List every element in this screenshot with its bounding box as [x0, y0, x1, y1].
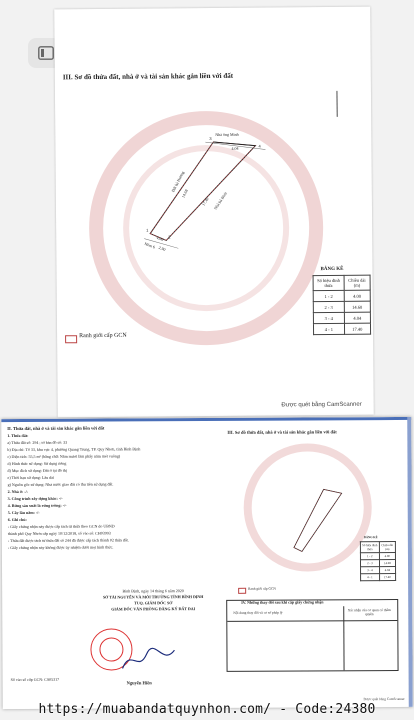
- page-edge: [1, 417, 411, 422]
- table-cell: 4.00: [344, 290, 370, 301]
- table-row: [313, 290, 370, 301]
- page-edge: [407, 417, 413, 707]
- table-cell: 1 - 2: [313, 290, 344, 301]
- changes-col1: Nội dung thay đổi và cơ sở pháp lý: [233, 610, 283, 615]
- table-cell: 3 - 4: [313, 312, 344, 323]
- table-row: [313, 323, 370, 334]
- changes-table: [226, 599, 398, 672]
- section-line: 4. Rừng sản xuất là rừng trồng: -/-: [7, 502, 67, 509]
- note-line: thành phố Quy Nhơn cấp ngày 10/12/2018, số vào sổ: CH03993: [7, 530, 111, 537]
- table-cell: 14.68: [379, 560, 395, 567]
- table-cell: 3 - 4: [361, 567, 380, 574]
- changes-title: IV. Những thay đổi sau khi cấp giấy chứng nhận: [241, 599, 324, 605]
- table-cell: 2 - 3: [313, 301, 344, 312]
- section-line: 2. Nhà ở: -/-: [7, 488, 29, 495]
- info-line: b) Địa chỉ: Tổ 33, khu vực 4, phường Quang Trung, TP. Quy Nhơn, tỉnh Bình Định: [7, 446, 141, 453]
- vertex-4-label: 4: [258, 143, 261, 149]
- table-row: [313, 312, 370, 323]
- info-line: c) Diện tích: 55,5 m² (bằng chữ: Năm mươi lăm phẩy năm mét vuông): [7, 453, 121, 460]
- table-header: Chiều dài (m): [379, 542, 395, 553]
- sign-date: Bình Định, ngày 14 tháng 6 năm 2020: [122, 588, 184, 594]
- sign-org: SỞ TÀI NGUYÊN VÀ MÔI TRƯỜNG TỈNH BÌNH ĐỊNH: [102, 594, 204, 600]
- doc1-legend: Ranh giới cấp GCN: [79, 332, 127, 340]
- doc2-legend: Ranh giới cấp GCN: [248, 586, 276, 591]
- doc2-vertex-table: [360, 535, 396, 581]
- doc1-scanner-note: Được quét bằng CamScanner: [281, 401, 362, 409]
- table-cell: 4 - 1: [313, 323, 344, 334]
- table-row: [313, 301, 370, 312]
- source-watermark: https://muabandatquynhon.com/ - Code:24380: [38, 702, 376, 717]
- table-header: Số hiệu đỉnh thửa: [362, 543, 378, 552]
- vertex-2-label: 2: [168, 234, 171, 240]
- neighbor-left-label: Đất bà Hương: [170, 170, 186, 193]
- road-label: Hẻm 6: [143, 240, 156, 250]
- section-line: 5. Cây lâu năm: -/-: [7, 509, 40, 516]
- vertex-1-label: 1: [146, 227, 149, 233]
- doc2-land-info: [7, 424, 218, 551]
- table-cell: 4.04: [379, 567, 395, 574]
- length-bottom-label: 4.00: [155, 234, 165, 243]
- section-line: 3. Công trình xây dựng khác: -/-: [7, 495, 63, 502]
- length-left-label: 14.68: [180, 188, 189, 199]
- doc2-right-title: III. Sơ đồ thửa đất, nhà ở và tài sản khác gắn liền với đất: [227, 429, 337, 435]
- note-line: - Thửa đất được tách từ thửa đất số 244 đã được cấp tách thành 02 thửa đất.: [7, 537, 129, 544]
- legend-swatch: [238, 588, 246, 594]
- table-cell: 17.40: [379, 574, 395, 581]
- info-line: a) Thửa đất số: 294 ; tờ bản đồ số: 33: [7, 439, 68, 446]
- table-cell: 4 - 1: [361, 574, 380, 581]
- table-row: [361, 574, 396, 581]
- legend-swatch: [65, 335, 77, 343]
- sign-org: TUQ. GIÁM ĐỐC SỞ: [134, 600, 173, 606]
- signer-name: Nguyễn Hiền: [126, 680, 152, 686]
- length-right-label: 17.40: [200, 196, 210, 207]
- info-line: e) Thời hạn sử dụng: Lâu dài: [7, 474, 54, 481]
- changes-col2: Xác nhận của cơ quan có thẩm quyền: [347, 608, 391, 617]
- doc2-scanner-note: Được quét bằng CamScanner: [363, 696, 405, 702]
- table-cell: 4.04: [344, 312, 370, 323]
- doc2-table-title: BẢNG KÊ: [363, 535, 378, 540]
- info-line: d) Hình thức sử dụng: Sử dụng riêng: [7, 460, 67, 467]
- gallery-icon: [38, 46, 54, 60]
- info-line: đ) Mục đích sử dụng: Đất ở tại đô thị: [7, 467, 68, 474]
- document-page-1: [54, 7, 374, 418]
- table-cell: 2 - 3: [360, 560, 379, 567]
- doc2-left-title: II. Thửa đất, nhà ở và tài sản khác gắn liền với đất: [7, 425, 105, 432]
- doc1-vertex-table: [312, 267, 371, 336]
- handwritten-signature: [118, 644, 178, 674]
- info-line: g) Nguồn gốc sử dụng: Nhà nước giao đất có thu tiền sử dụng đất.: [7, 481, 114, 488]
- signature-block: [88, 588, 218, 613]
- registration-number: Số vào sổ cấp GCN: CS05317: [10, 676, 60, 683]
- note-line: - Giấy chứng nhận này được cấp tách từ thửa theo GCN do UBND: [7, 523, 115, 530]
- table-cell: 14.68: [344, 301, 370, 312]
- neighbor-top-label: Nhà ông Minh: [215, 131, 239, 137]
- sign-org: GIÁM ĐỐC VĂN PHÒNG ĐĂNG KÝ ĐẤT ĐAI: [111, 606, 196, 612]
- note-line: - Giấy chứng nhận này không được ủy nhiệm dưới mọi hình thức.: [7, 544, 114, 551]
- table-cell: 17.40: [344, 323, 370, 334]
- length-top-label: 4.04: [231, 145, 239, 151]
- table-header: Chiều dài (m): [344, 275, 370, 290]
- document-page-2: [1, 417, 413, 709]
- doc1-table-title: BẢNG KÊ: [320, 266, 344, 273]
- table-header: Số hiệu đỉnh thửa: [313, 275, 344, 290]
- width-bottom-label: 2.90: [157, 244, 167, 252]
- doc2-subtitle: 1. Thửa đất:: [7, 432, 29, 439]
- doc1-section-title: III. Sơ đồ thửa đất, nhà ở và tài sản khác gắn liền với đất: [62, 71, 234, 82]
- table-cell: 4.00: [379, 553, 395, 560]
- section-line: 6. Ghi chú:: [7, 516, 27, 523]
- neighbor-right-label: Nhà bà Bình: [212, 190, 228, 211]
- vertex-3-label: 3: [209, 136, 212, 142]
- table-cell: 1 - 2: [360, 553, 379, 560]
